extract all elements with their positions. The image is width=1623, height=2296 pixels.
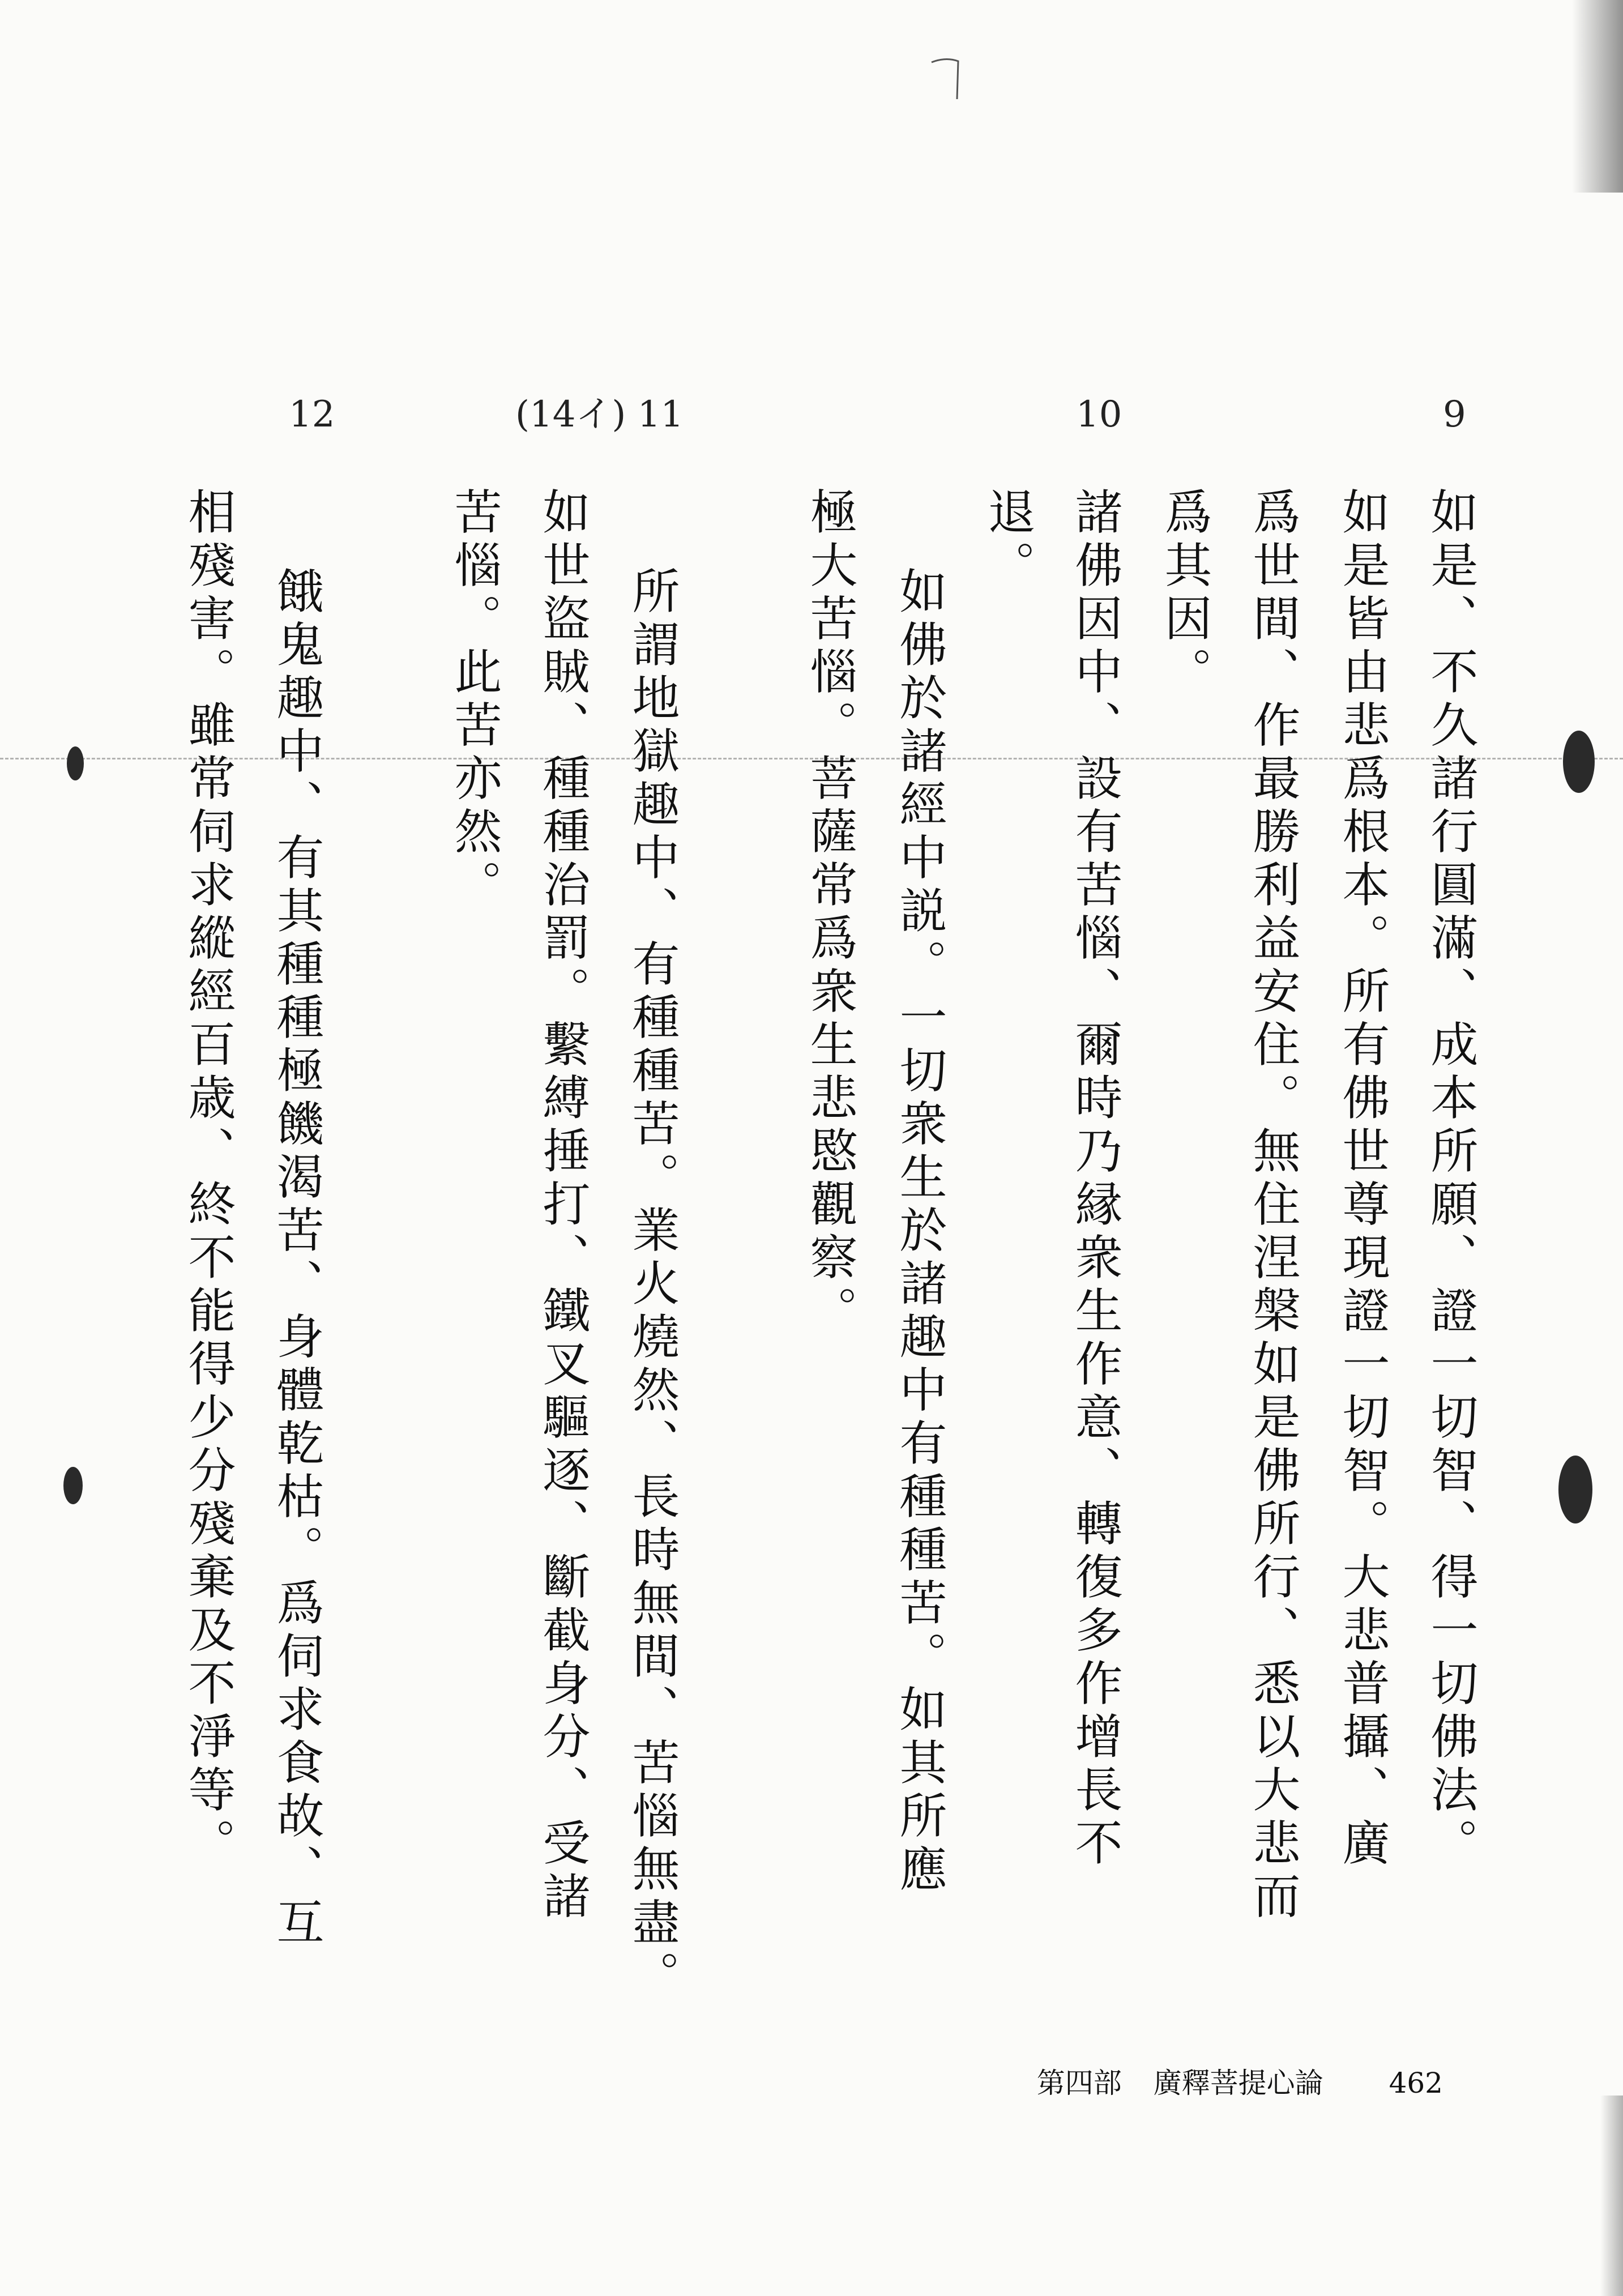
text-column-10: 如世盜賊、種種治罰。繫縛捶打、鐵叉驅逐、斷截身分、受諸 bbox=[535, 487, 591, 1924]
text-column-12: 餓鬼趣中、有其種種極饑渴苦、身體乾枯。爲伺求食故、互 bbox=[269, 566, 324, 1951]
scan-edge-shadow bbox=[1572, 0, 1623, 193]
footer-title: 廣釋菩提心論 bbox=[1153, 2067, 1323, 2099]
punch-hole-right-top bbox=[1563, 731, 1595, 793]
text-column-5: 諸佛因中、設有苦惱、爾時乃縁衆生作意、轉復多作增長不 bbox=[1067, 487, 1123, 1871]
text-column-9: 所謂地獄趣中、有種種苦。業火燒然、長時無間、苦惱無盡。 bbox=[625, 566, 680, 2004]
footer-part: 第四部 bbox=[1036, 2067, 1122, 2099]
line-number-11: (14イ) 11 bbox=[515, 394, 684, 436]
pencil-mark bbox=[929, 51, 968, 102]
page-footer bbox=[1037, 2060, 1443, 2101]
punch-hole-right-bottom bbox=[1558, 1456, 1592, 1523]
punch-hole-left-bottom bbox=[63, 1467, 83, 1504]
text-column-2: 如是皆由悲爲根本。所有佛世尊現證一切智。大悲普攝、廣 bbox=[1335, 487, 1390, 1871]
text-column-6: 退。 bbox=[980, 487, 1036, 594]
line-number-12: 12 bbox=[289, 394, 335, 436]
text-column-13: 相殘害。雖常伺求縱經百歳、終不能得少分殘棄及不淨等。 bbox=[181, 487, 236, 1871]
line-number-9: 9 bbox=[1443, 394, 1466, 436]
text-column-1: 如是、不久諸行圓滿、成本所願、證一切智、得一切佛法。 bbox=[1423, 487, 1479, 1871]
line-number-10: 10 bbox=[1076, 394, 1122, 436]
text-column-4: 爲其因。 bbox=[1157, 487, 1212, 700]
text-column-8: 極大苦惱。菩薩常爲衆生悲愍觀察。 bbox=[802, 487, 858, 1339]
scan-edge-shadow-bottom bbox=[1600, 2096, 1623, 2296]
page-number: 462 bbox=[1389, 2067, 1443, 2099]
text-column-3: 爲世間、作最勝利益安住。無住涅槃如是佛所行、悉以大悲而 bbox=[1245, 487, 1301, 1924]
punch-hole-left-top bbox=[67, 746, 84, 780]
text-column-11: 苦惱。此苦亦然。 bbox=[447, 487, 502, 913]
text-column-7: 如佛於諸經中説。一切衆生於諸趣中有種種苦。如其所應 bbox=[892, 566, 947, 1897]
